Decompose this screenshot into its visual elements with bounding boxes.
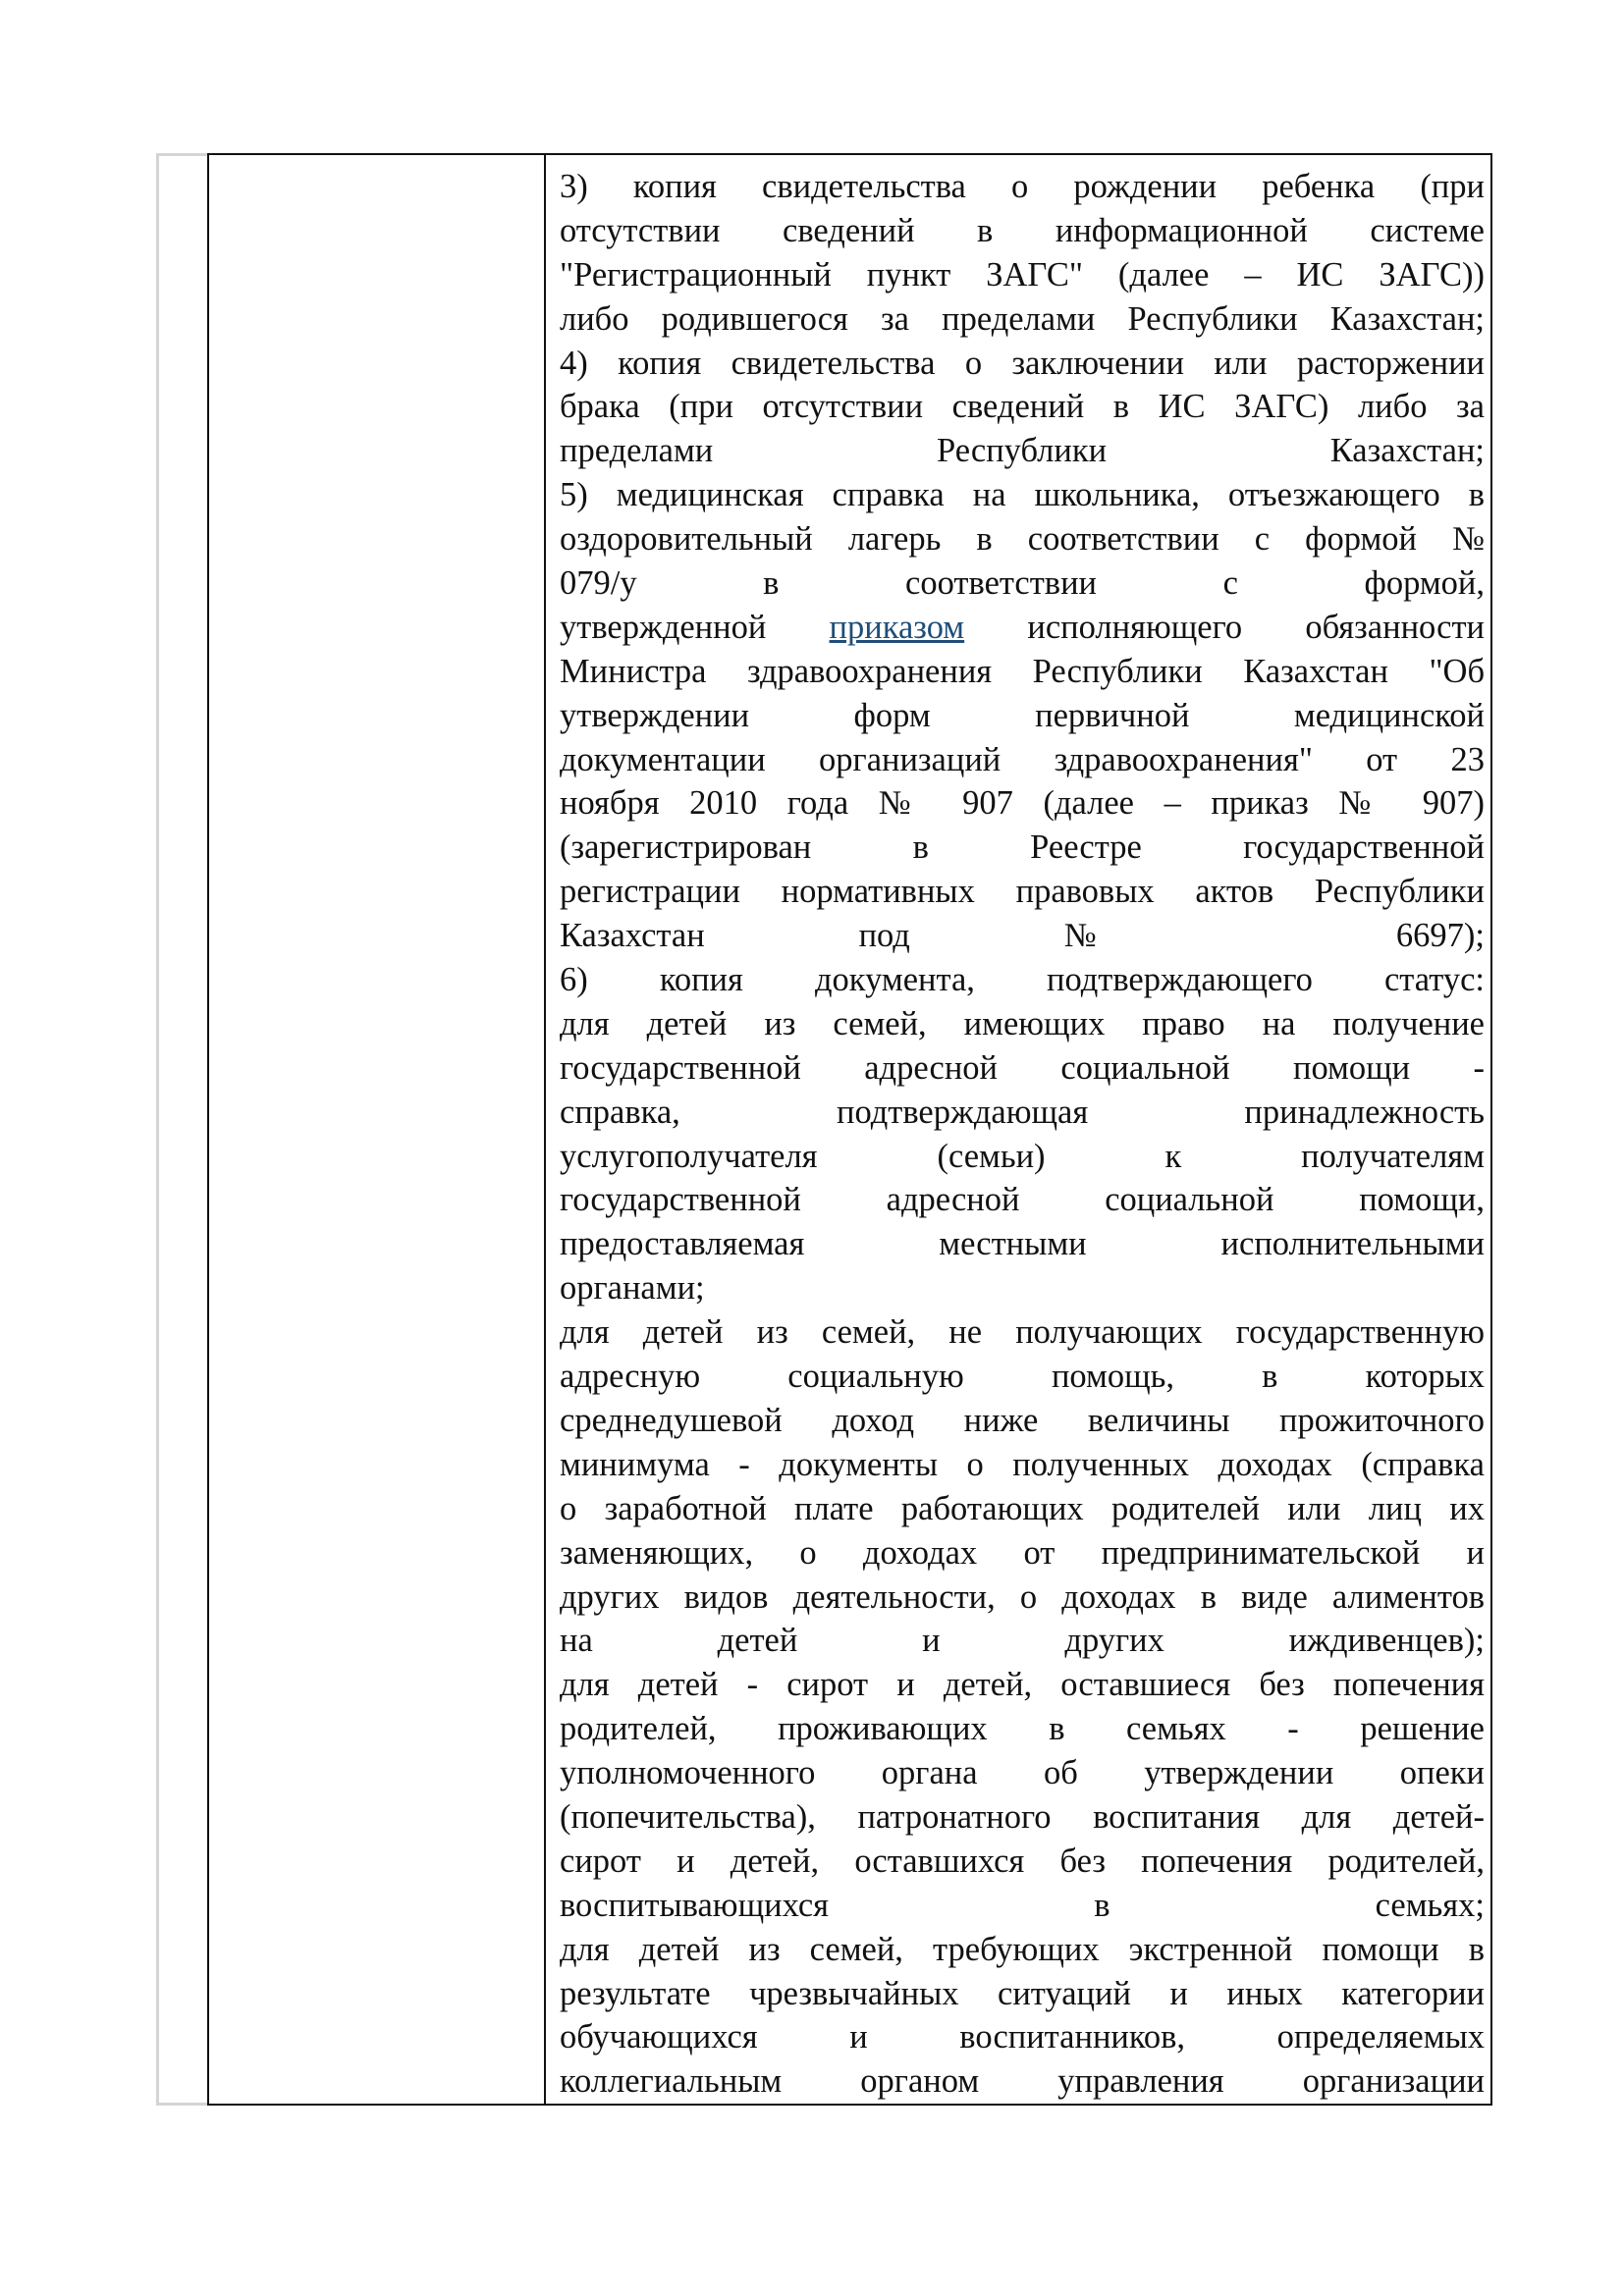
text-line: обучающихся и воспитанников, определяемых xyxy=(560,2018,1485,2056)
text-line: на детей и других иждивенцев); xyxy=(560,1622,1485,1660)
text-line: Министра здравоохранения Республики Казахстан "Об xyxy=(560,652,1485,690)
text-line: "Регистрационный пункт ЗАГС" (далее – ИС ЗАГС)) xyxy=(560,255,1485,294)
text-line: 6) копия документа, подтверждающего статус: xyxy=(560,961,1485,999)
text-line: (зарегистрирован в Реестре государственной xyxy=(560,828,1485,867)
text-line: государственной адресной социальной помощи - xyxy=(560,1048,1485,1087)
text-line: для детей из семей, имеющих право на получение xyxy=(560,1004,1485,1042)
text-line: коллегиальным органом управления организации xyxy=(560,2062,1485,2101)
text-line: пределами Республики Казахстан; xyxy=(560,432,1485,470)
text-line: утверждении форм первичной медицинской xyxy=(560,696,1485,734)
text-line: оздоровительный лагерь в соответствии с формой № xyxy=(560,520,1485,559)
text-line: минимума - документы о полученных доходах (справка xyxy=(560,1445,1485,1483)
text-line: Казахстан под № 6697); xyxy=(560,917,1485,955)
text-line: справка, подтверждающая принадлежность xyxy=(560,1093,1485,1131)
text-line: 5) медицинская справка на школьника, отъезжающего в xyxy=(560,476,1485,514)
text-line: воспитывающихся в семьях; xyxy=(560,1886,1485,1924)
text-line: государственной адресной социальной помощи, xyxy=(560,1181,1485,1219)
text-line: регистрации нормативных правовых актов Республики xyxy=(560,873,1485,911)
text-line: для детей - сирот и детей, оставшиеся без попечения xyxy=(560,1666,1485,1704)
text-line: других видов деятельности, о доходах в виде алиментов xyxy=(560,1577,1485,1616)
table-cell-text xyxy=(560,165,1485,2104)
text-line: предоставляемая местными исполнительными xyxy=(560,1225,1485,1263)
text-segment: исполняющего обязанности xyxy=(964,608,1485,646)
text-line: результате чрезвычайных ситуаций и иных категории xyxy=(560,1974,1485,2012)
text-line: 079/у в соответствии с формой, xyxy=(560,564,1485,603)
text-line: брака (при отсутствии сведений в ИС ЗАГС) либо за xyxy=(560,388,1485,426)
text-line xyxy=(560,606,1485,650)
text-line: 3) копия свидетельства о рождении ребенка (при xyxy=(560,168,1485,205)
text-line: заменяющих, о доходах от предпринимательской и xyxy=(560,1533,1485,1572)
order-link[interactable]: приказом xyxy=(829,608,965,646)
text-line: 4) копия свидетельства о заключении или расторжении xyxy=(560,344,1485,382)
text-line: среднедушевой доход ниже величины прожиточного xyxy=(560,1401,1485,1439)
text-line: ноября 2010 года № 907 (далее – приказ № 907) xyxy=(560,784,1485,823)
text-line: услугополучателя (семьи) к получателям xyxy=(560,1137,1485,1175)
text-line: уполномоченного органа об утверждении опеки xyxy=(560,1754,1485,1792)
text-line: либо родившегося за пределами Республики Казахстан; xyxy=(560,299,1485,338)
text-line: отсутствии сведений в информационной системе xyxy=(560,211,1485,249)
text-segment: утвержденной xyxy=(560,608,830,646)
text-line: для детей из семей, не получающих государственную xyxy=(560,1313,1485,1352)
text-line: для детей из семей, требующих экстренной помощи в xyxy=(560,1930,1485,1968)
table-column-number xyxy=(156,153,207,2106)
text-line: о заработной плате работающих родителей или лиц их xyxy=(560,1489,1485,1527)
text-line: органами; xyxy=(560,1269,705,1308)
text-line: (попечительства), патронатного воспитания для детей- xyxy=(560,1797,1485,1836)
text-line: сирот и детей, оставшихся без попечения родителей, xyxy=(560,1842,1485,1880)
text-line: документации организаций здравоохранения" от 23 xyxy=(560,740,1485,778)
text-line: адресную социальную помощь, в которых xyxy=(560,1358,1485,1396)
text-line: родителей, проживающих в семьях - решение xyxy=(560,1710,1485,1748)
table-column-name xyxy=(207,153,546,2106)
